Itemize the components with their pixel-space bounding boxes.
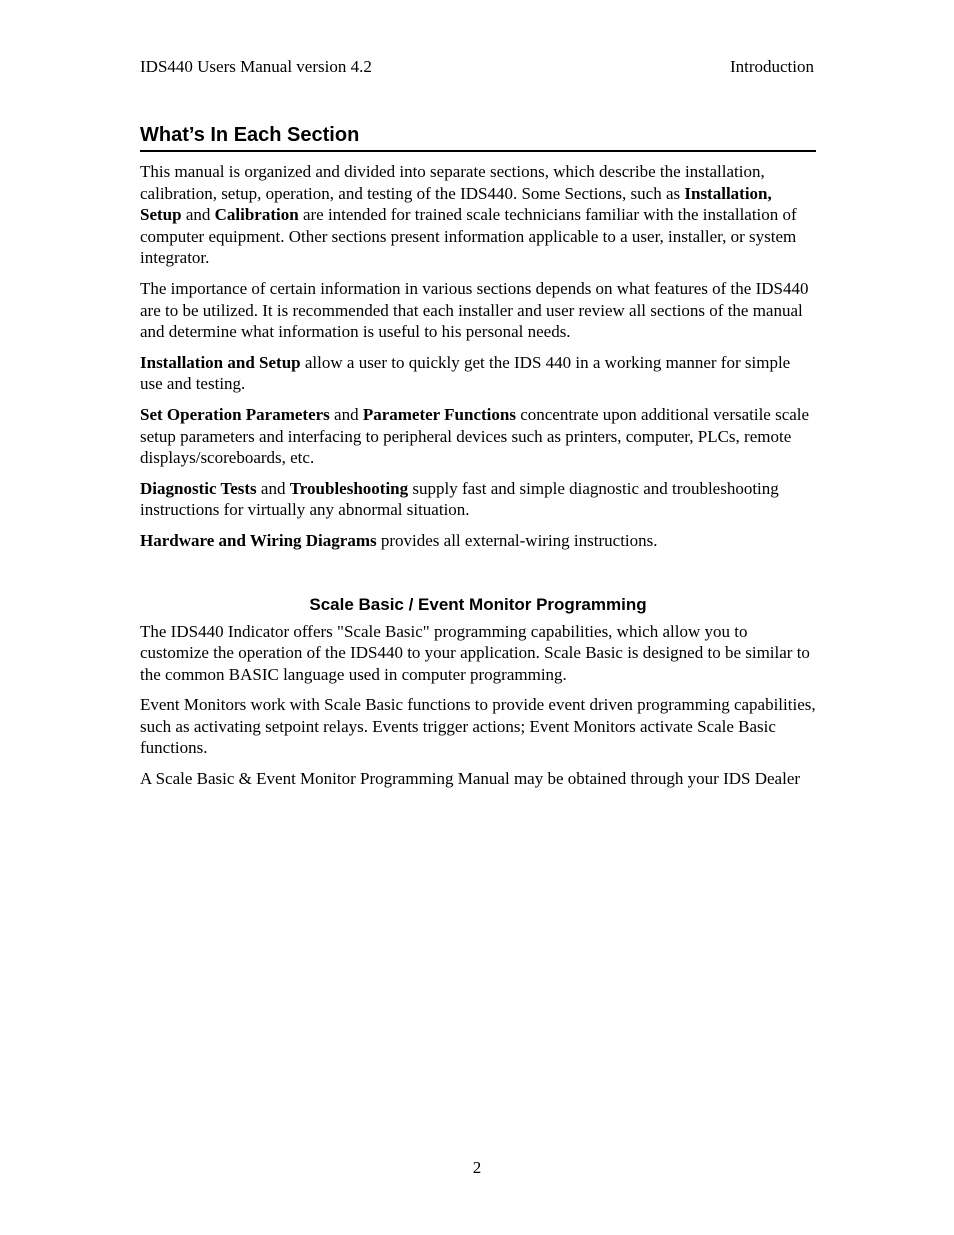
intro-bold-calibration: Calibration [214, 205, 299, 225]
parameter-functions-bold: Parameter Functions [362, 404, 516, 424]
header-chapter-title: Introduction [729, 57, 814, 76]
intro-text-1: This manual is organized and divided into separate sections, which describe the installation, calibration, setup, operation, and testing of the IDS440. Some Sections, such as [140, 162, 765, 203]
event-monitors-paragraph: Event Monitors work with Scale Basic functions to provide event driven programming capabilities, such as activating setpoint relays. Events trigger actions; Event Monitors activate Scale Basic functions. [140, 695, 816, 758]
diagnostic-tests-bold: Diagnostic Tests [140, 478, 257, 498]
intro-paragraph [140, 161, 816, 269]
intro-bold-installation-setup: Installation, Setup [140, 183, 772, 225]
programming-manual-paragraph: A Scale Basic & Event Monitor Programming Manual may be obtained through your IDS Dealer [140, 769, 801, 789]
installation-setup-paragraph [140, 352, 816, 395]
subsection-heading: Scale Basic / Event Monitor Programming [309, 594, 647, 614]
diagnostic-text: supply fast and simple diagnostic and troubleshooting instructions for virtually any abnormal situation. [140, 478, 779, 520]
installation-setup-text: allow a user to quickly get the IDS 440 in a working manner for simple use and testing. [140, 352, 791, 394]
hardware-wiring-bold: Hardware and Wiring Diagrams [140, 530, 377, 550]
importance-paragraph: The importance of certain information in various sections depends on what features of the IDS440 are to be utilized. It is recommended that each installer and user review all sections of the manual and determine what information is useful to his personal needs. [140, 278, 809, 342]
operation-parameters-text: concentrate upon additional versatile scale setup parameters and interfacing to peripheral devices such as printers, computer, PLCs, remote displays/scoreboards, etc. [140, 404, 810, 468]
page-body [140, 122, 816, 799]
running-header [140, 56, 814, 80]
hardware-text: provides all external-wiring instructions. [376, 530, 658, 550]
operation-parameters-bold: Set Operation Parameters [140, 404, 330, 424]
hardware-paragraph [140, 530, 816, 552]
section-heading: What’s In Each Section [140, 122, 816, 152]
page-number: 2 [472, 1158, 482, 1177]
header-document-title: IDS440 Users Manual version 4.2 [140, 57, 372, 76]
operation-parameters-and: and [329, 404, 363, 424]
operation-parameters-paragraph [140, 404, 816, 469]
scale-basic-paragraph: The IDS440 Indicator offers "Scale Basic" programming capabilities, which allow you to customize the operation of the IDS440 to your application. Scale Basic is designed to be similar to the common BASIC language used in computer programming. [140, 621, 810, 684]
diagnostic-paragraph [140, 478, 816, 521]
installation-setup-bold: Installation and Setup [140, 352, 301, 372]
troubleshooting-bold: Troubleshooting [289, 478, 409, 498]
intro-text-2: and [181, 205, 215, 225]
diagnostic-and: and [256, 478, 290, 498]
intro-text-3: are intended for trained scale technicians familiar with the installation of computer equipment. Other sections present information applicable to a user, installer, or system integrator. [140, 205, 797, 268]
